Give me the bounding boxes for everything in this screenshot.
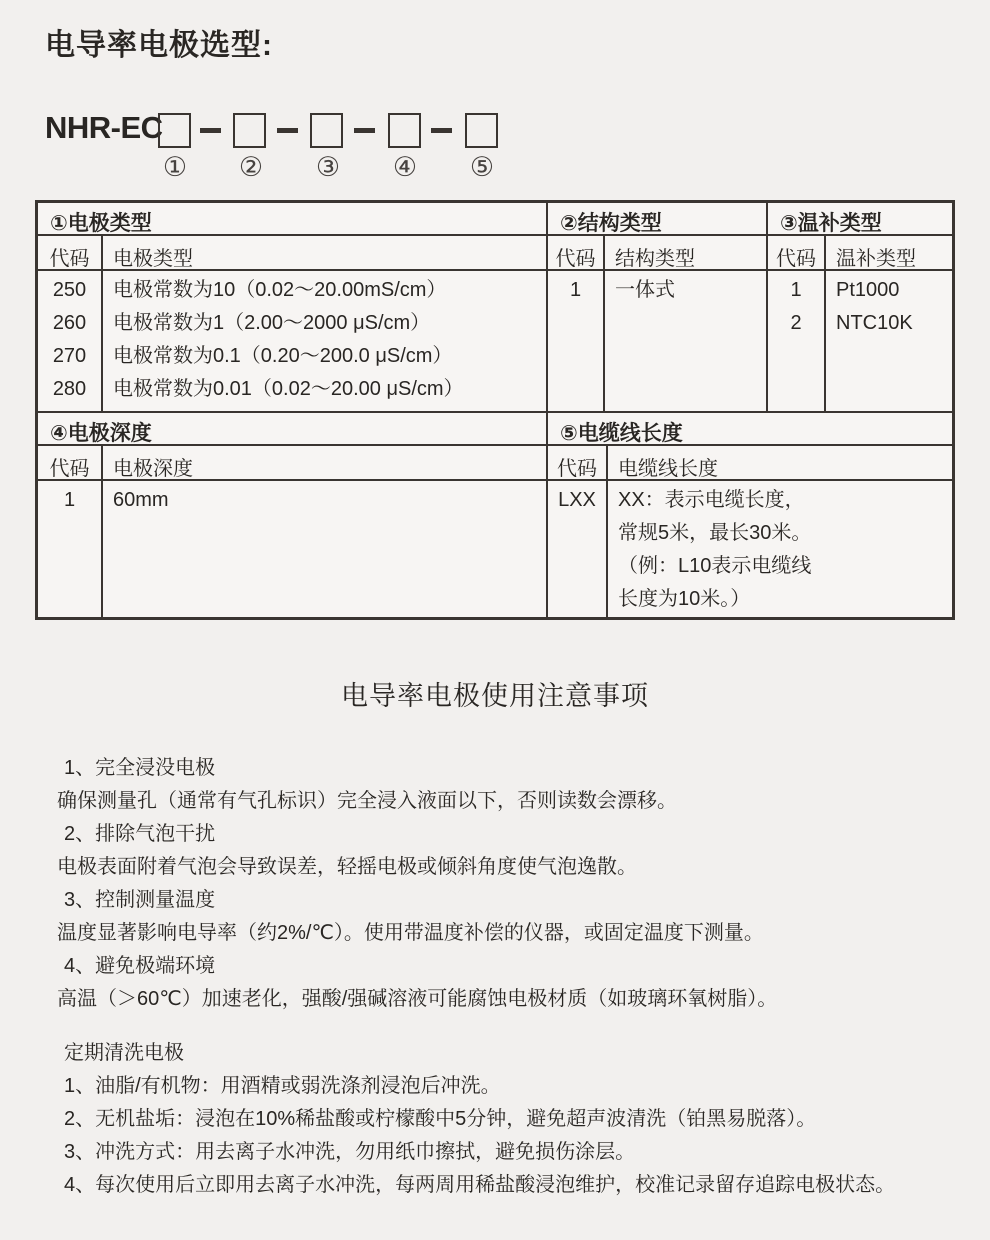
note-line: 4、避免极端环境 xyxy=(64,955,216,977)
desc-value: （例：L10表示电缆线 xyxy=(618,555,812,577)
model-code-box-4 xyxy=(388,113,421,148)
position-marker-3: ③ xyxy=(315,152,341,182)
desc-value: 电极常数为0.1（0.20～200.0 μS/cm） xyxy=(113,345,453,367)
note-line: 1、完全浸没电极 xyxy=(64,757,216,779)
code-value: 1 xyxy=(569,279,582,301)
col-header-temp-comp-type: 温补类型 xyxy=(836,248,916,269)
desc-value: Pt1000 xyxy=(836,279,900,301)
section-header-electrode-depth: ④电极深度 xyxy=(38,413,548,444)
temp-comp-descriptions xyxy=(826,271,952,411)
desc-value: 一体式 xyxy=(615,279,675,301)
desc-value: 电极常数为10（0.02～20.00mS/cm） xyxy=(113,279,447,301)
note-line: 高温（＞60℃）加速老化，强酸/强碱溶液可能腐蚀电极材质（如玻璃环氧树脂）。 xyxy=(57,988,778,1010)
electrode-type-codes xyxy=(38,271,103,411)
col-header-code: 代码 xyxy=(548,236,605,269)
notes-heading: 电导率电极使用注意事项 xyxy=(341,681,649,711)
desc-value: NTC10K xyxy=(836,312,913,334)
position-marker-2: ② xyxy=(238,152,264,182)
model-code-box-1 xyxy=(158,113,191,148)
cable-length-descriptions xyxy=(608,481,952,617)
col-header-electrode-depth: 电极深度 xyxy=(103,446,548,479)
page-title: 电导率电极选型: xyxy=(45,29,273,62)
selection-table xyxy=(35,200,955,620)
structure-type-codes xyxy=(548,271,605,411)
desc-value: 长度为10米。） xyxy=(618,588,751,610)
notes-group-gap xyxy=(45,1016,955,1037)
col-header-electrode-type: 电极类型 xyxy=(103,236,548,269)
usage-notes xyxy=(45,752,955,1202)
dash-separator-icon xyxy=(354,128,375,133)
note-line: 4、每次使用后立即用去离子水冲洗，每两周用稀盐酸浸泡维护，校准记录留存追踪电极状态。 xyxy=(64,1174,896,1196)
electrode-depth-codes xyxy=(38,481,103,617)
cable-length-codes xyxy=(548,481,608,617)
code-value: LXX xyxy=(558,489,596,511)
note-line: 定期清洗电极 xyxy=(64,1042,184,1064)
note-line: 3、冲洗方式：用去离子水冲洗，勿用纸巾擦拭，避免损伤涂层。 xyxy=(64,1141,636,1163)
position-marker-1: ① xyxy=(162,152,188,182)
col-header-cable-length: 电缆线长度 xyxy=(618,458,718,479)
code-value: 1 xyxy=(63,489,76,511)
code-value: 260 xyxy=(52,312,87,334)
note-line: 2、无机盐垢：浸泡在10%稀盐酸或柠檬酸中5分钟，避免超声波清洗（铂黑易脱落）。 xyxy=(64,1108,817,1130)
code-value: 2 xyxy=(790,312,802,334)
model-code-box-2 xyxy=(233,113,266,148)
desc-value: 电极常数为0.01（0.02～20.00 μS/cm） xyxy=(113,378,464,400)
note-line: 1、油脂/有机物：用酒精或弱洗涤剂浸泡后冲洗。 xyxy=(64,1075,501,1097)
col-header-code: 代码 xyxy=(38,236,103,269)
note-line: 确保测量孔（通常有气孔标识）完全浸入液面以下，否则读数会漂移。 xyxy=(57,790,677,812)
column-header-row-top xyxy=(38,236,952,271)
dash-separator-icon xyxy=(200,128,221,133)
electrode-depth-descriptions xyxy=(103,481,548,617)
model-code-box-5 xyxy=(465,113,498,148)
model-prefix: NHR-EC xyxy=(45,110,163,145)
note-line: 2、排除气泡干扰 xyxy=(64,823,216,845)
column-header-row-bottom xyxy=(38,446,952,481)
section-header-cable-length: ⑤电缆线长度 xyxy=(560,422,683,444)
temp-comp-codes xyxy=(768,271,826,411)
col-header-code: 代码 xyxy=(38,446,103,479)
structure-type-descriptions xyxy=(605,271,768,411)
code-value: 1 xyxy=(790,279,802,301)
desc-value: 常规5米，最长30米。 xyxy=(618,522,812,544)
data-row-bottom xyxy=(38,481,952,617)
desc-value: 60mm xyxy=(113,489,169,511)
col-header-structure-type: 结构类型 xyxy=(605,236,768,269)
code-value: 280 xyxy=(52,378,87,400)
section-header-temp-comp-type: ③温补类型 xyxy=(780,212,882,234)
note-line: 温度显著影响电导率（约2%/℃）。使用带温度补偿的仪器，或固定温度下测量。 xyxy=(57,922,764,944)
desc-value: 电极常数为1（2.00～2000 μS/cm） xyxy=(113,312,431,334)
section-header-structure-type: ②结构类型 xyxy=(548,203,768,234)
note-line: 3、控制测量温度 xyxy=(64,889,216,911)
col-header-code: 代码 xyxy=(768,236,826,269)
desc-value: XX：表示电缆长度， xyxy=(618,489,805,511)
section-header-row-top xyxy=(38,203,952,236)
dash-separator-icon xyxy=(431,128,452,133)
code-value: 270 xyxy=(52,345,87,367)
data-row-top xyxy=(38,271,952,413)
position-marker-5: ⑤ xyxy=(469,152,495,182)
model-code-box-3 xyxy=(310,113,343,148)
col-header-code: 代码 xyxy=(548,446,608,479)
section-header-electrode-type: ①电极类型 xyxy=(38,203,548,234)
section-header-row-bottom xyxy=(38,413,952,446)
electrode-type-descriptions xyxy=(103,271,548,411)
position-marker-4: ④ xyxy=(392,152,418,182)
code-value: 250 xyxy=(52,279,87,301)
dash-separator-icon xyxy=(277,128,298,133)
note-line: 电极表面附着气泡会导致误差，轻摇电极或倾斜角度使气泡逸散。 xyxy=(57,856,637,878)
